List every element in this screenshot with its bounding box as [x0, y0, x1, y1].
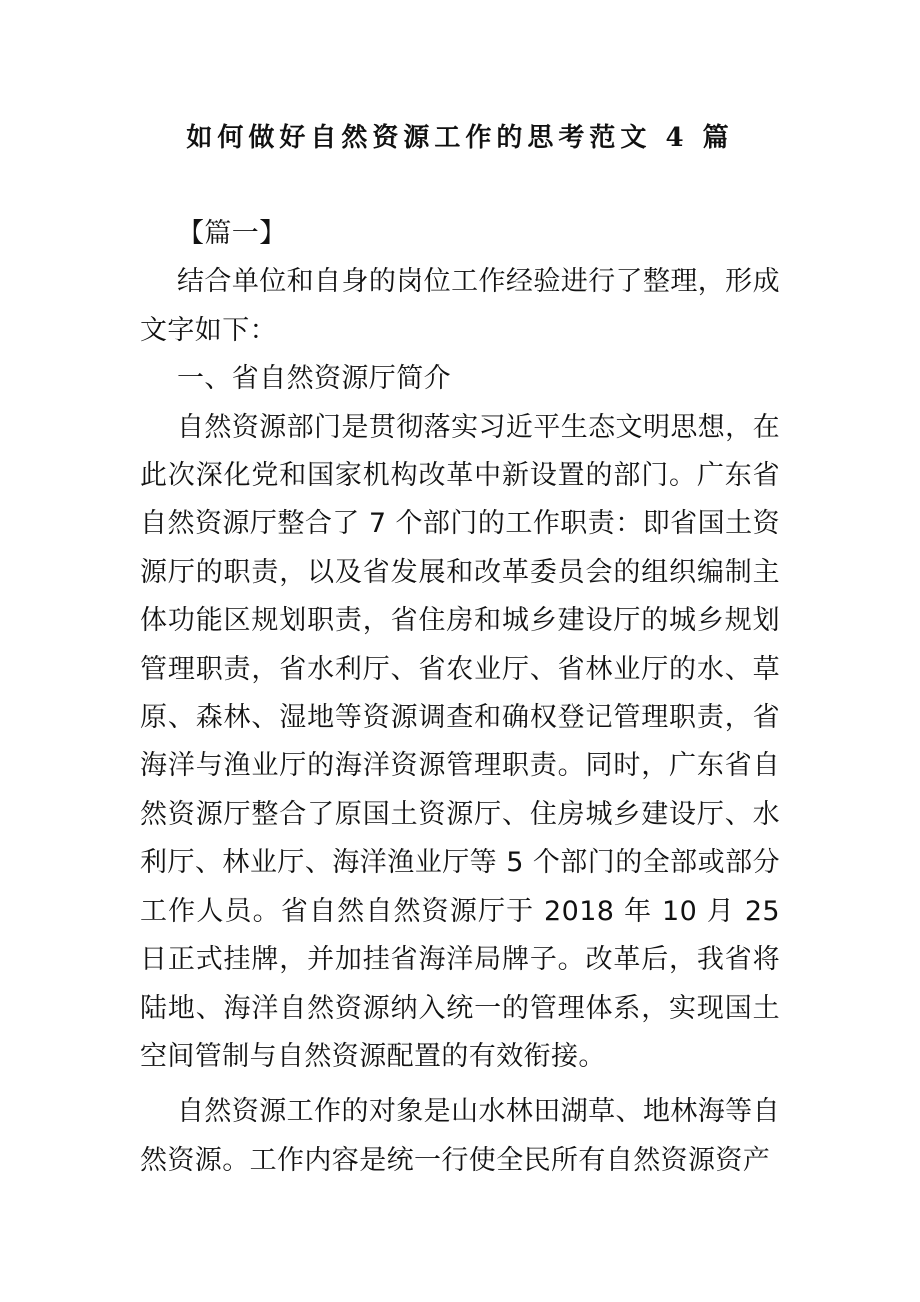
intro-paragraph: 结合单位和自身的岗位工作经验进行了整理，形成文字如下：: [140, 266, 780, 346]
section-heading: 【篇一】: [177, 218, 287, 249]
document-title: 如何做好自然资源工作的思考范文 4 篇: [186, 123, 734, 153]
body-paragraph: 自然资源工作的对象是山水林田湖草、地林海等自然资源。工作内容是统一行使全民所有自然资源资产: [140, 1096, 780, 1176]
body-paragraph: 自然资源部门是贯彻落实习近平生态文明思想，在此次深化党和国家机构改革中新设置的部门。广东省自然资源厅整合了 7 个部门的工作职责：即省国土资源厅的职责，以及省发展和改革委员会的组织编制主体功能区规划职责，省住房和城乡建设厅的城乡规划管理职责，省水利厅、省农业厅、省林业厅的水、草原、森林、湿地等资源调查和确权登记管理职责，省海洋与渔业厅的海洋资源管理职责。同时，广东省自然资源厅整合了原国土资源厅、住房城乡建设厅、水利厅、林业厅、海洋渔业厅等 5 个部门的全部或部分工作人员。省自然自然资源厅于 2018 年 10 月 25 日正式挂牌，并加挂省海洋局牌子。改革后，我省将陆地、海洋自然资源纳入统一的管理体系，实现国土空间管制与自然资源配置的有效衔接。: [140, 411, 780, 1072]
document-body: [140, 210, 780, 1185]
subsection-heading: 一、省自然资源厅简介: [177, 363, 451, 395]
